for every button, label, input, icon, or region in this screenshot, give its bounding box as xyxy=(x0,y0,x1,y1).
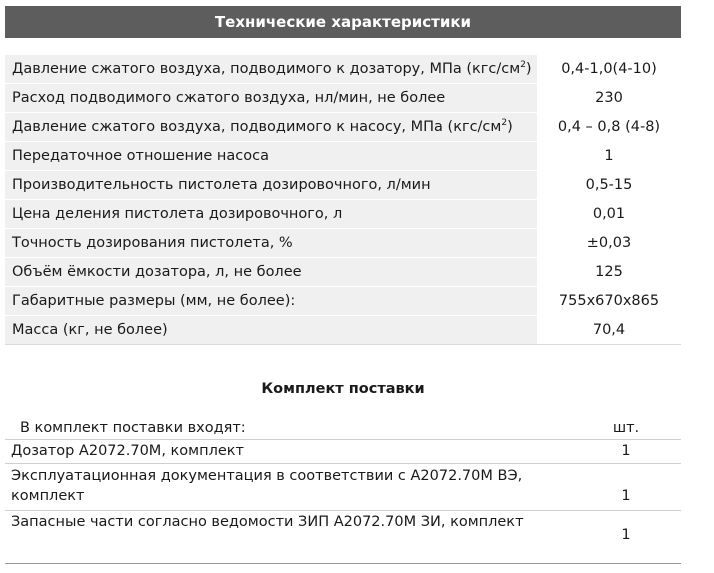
table-row xyxy=(5,511,681,564)
spec-value: 755х670х865 xyxy=(537,287,681,316)
kit-header-name: В комплект поставки входят: xyxy=(5,418,571,440)
spec-value: 70,4 xyxy=(537,316,681,345)
spec-name: Производительность пистолета дозировочного, л/мин xyxy=(5,171,537,200)
spec-value: 1 xyxy=(537,142,681,171)
kit-title: Комплект поставки xyxy=(261,381,425,397)
spec-name: Габаритные размеры (мм, не более): xyxy=(5,287,537,316)
table-row xyxy=(5,200,681,229)
table-row xyxy=(5,84,681,113)
table-row xyxy=(5,229,681,258)
kit-header-qty: шт. xyxy=(571,418,681,440)
table-row xyxy=(5,464,681,511)
table-row xyxy=(5,287,681,316)
kit-table xyxy=(5,418,681,564)
kit-item-name: Дозатор А2072.70М, комплект xyxy=(5,440,571,464)
kit-item-qty: 1 xyxy=(571,464,681,511)
table-row xyxy=(5,55,681,84)
specs-title: Технические характеристики xyxy=(5,6,681,38)
table-row xyxy=(5,171,681,200)
spec-value: ±0,03 xyxy=(537,229,681,258)
kit-item-name: Запасные части согласно ведомости ЗИП А2072.70М ЗИ, комплект xyxy=(5,511,571,564)
spec-name: Объём ёмкости дозатора, л, не более xyxy=(5,258,537,287)
specs-table xyxy=(5,55,681,345)
spec-value: 0,4-1,0(4-10) xyxy=(561,61,657,77)
spec-name: Передаточное отношение насоса xyxy=(5,142,537,171)
kit-item-qty: 1 xyxy=(571,511,681,564)
spec-value: 230 xyxy=(537,84,681,113)
spec-name: Точность дозирования пистолета, % xyxy=(5,229,537,258)
kit-item-qty: 1 xyxy=(571,440,681,464)
table-row xyxy=(5,142,681,171)
spec-value: 0,5-15 xyxy=(537,171,681,200)
table-row xyxy=(5,440,681,464)
spec-name: Цена деления пистолета дозировочного, л xyxy=(5,200,537,229)
kit-header-row xyxy=(5,418,681,440)
spec-name: Расход подводимого сжатого воздуха, нл/мин, не более xyxy=(5,84,537,113)
spec-name: Давление сжатого воздуха, подводимого к насосу, МПа $(кгс/см^2)$ xyxy=(5,113,537,142)
spec-name: Масса (кг, не более) xyxy=(5,316,537,345)
spec-value: 125 xyxy=(537,258,681,287)
table-row xyxy=(5,113,681,142)
spec-value: 0,01 xyxy=(537,200,681,229)
table-row xyxy=(5,258,681,287)
spec-value: 0,4 – 0,8 (4-8) xyxy=(537,113,681,142)
table-row xyxy=(5,316,681,345)
kit-item-name: Эксплуатационная документация в соответствии с А2072.70М ВЭ, комплект xyxy=(5,464,571,511)
spec-name: Давление сжатого воздуха, подводимого к дозатору, МПа $(кгс/см^2)$ xyxy=(5,55,537,84)
